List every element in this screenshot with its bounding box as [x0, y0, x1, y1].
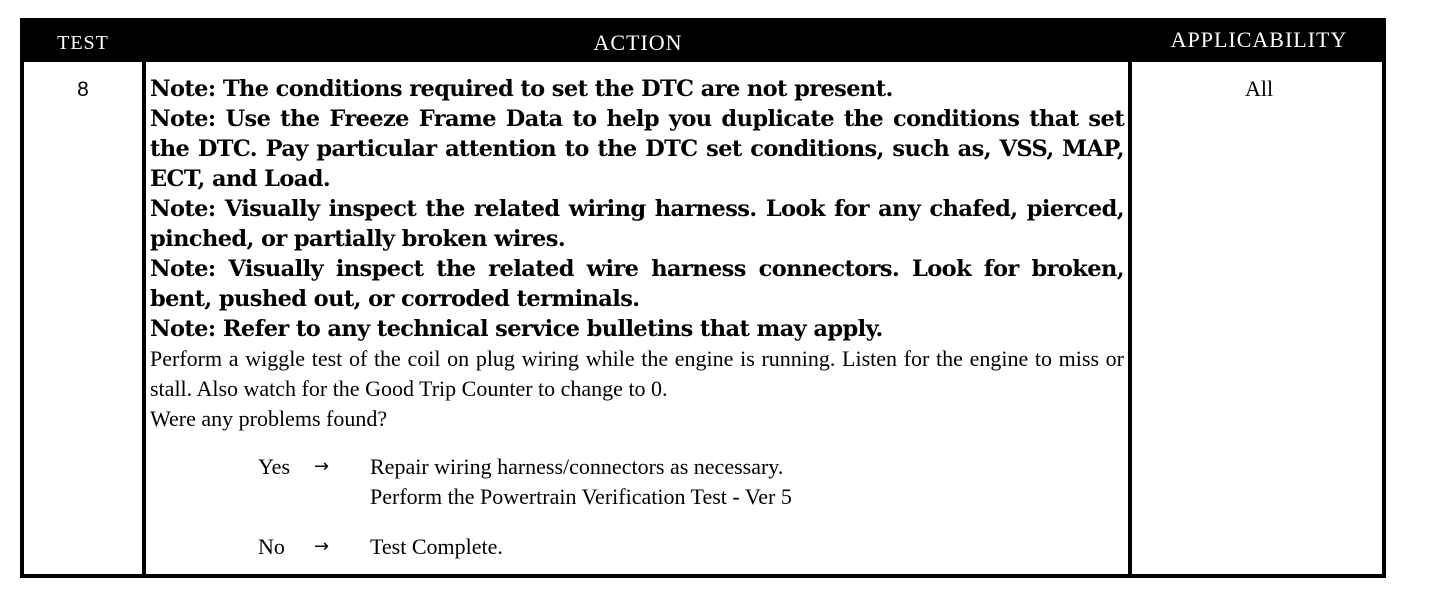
header-action: ACTION: [593, 30, 683, 55]
instruction-text: Perform a wiggle test of the coil on plug wiring while the engine is running. Listen for the engine to miss or stall. Also watch for the Good Trip Counter to change to 0.: [150, 346, 1124, 401]
outcome-yes-action-1: Repair wiring harness/connectors as necessary.: [370, 454, 784, 479]
right-arrow-icon: →: [314, 536, 330, 557]
table-header-row: [24, 22, 1382, 62]
outcome-yes-label: Yes: [258, 454, 291, 479]
header-test: TEST: [57, 32, 109, 54]
header-applicability: APPLICABILITY: [1170, 27, 1348, 52]
column-divider: [1128, 62, 1132, 574]
outcome-yes: [258, 452, 1124, 512]
note-service-bulletins: Note: Refer to any technical service bulletins that may apply.: [150, 316, 883, 342]
right-arrow-icon: →: [314, 456, 330, 477]
note-dtc-conditions: Note: The conditions required to set the DTC are not present.: [150, 76, 893, 102]
note-wiring-harness: Note: Visually inspect the related wiring harness. Look for any chafed, pierced, pinched, or partially broken wires.: [150, 196, 1124, 252]
diagnostic-test-table: [20, 18, 1386, 578]
outcomes-list: [150, 452, 1124, 562]
question-text: Were any problems found?: [150, 406, 388, 431]
outcome-yes-action-2: Perform the Powertrain Verification Test - Ver 5: [370, 484, 792, 509]
outcome-no-action-1: Test Complete.: [370, 534, 503, 559]
applicability-cell: All: [1244, 76, 1274, 101]
outcome-no-label: No: [258, 534, 285, 559]
outcome-no: [258, 532, 1124, 562]
outcome-yes-actions: [370, 452, 792, 512]
note-freeze-frame: Note: Use the Freeze Frame Data to help you duplicate the conditions that set the DTC. Pay particular attention to the DTC set conditions, such as, VSS, MAP, ECT, and Load.: [150, 106, 1124, 192]
outcome-no-actions: [370, 532, 503, 562]
note-connectors: Note: Visually inspect the related wire harness connectors. Look for broken, bent, pushed out, or corroded terminals.: [150, 256, 1124, 312]
test-number-cell: 8: [77, 78, 89, 101]
action-cell: [150, 74, 1124, 562]
column-divider: [142, 62, 146, 574]
